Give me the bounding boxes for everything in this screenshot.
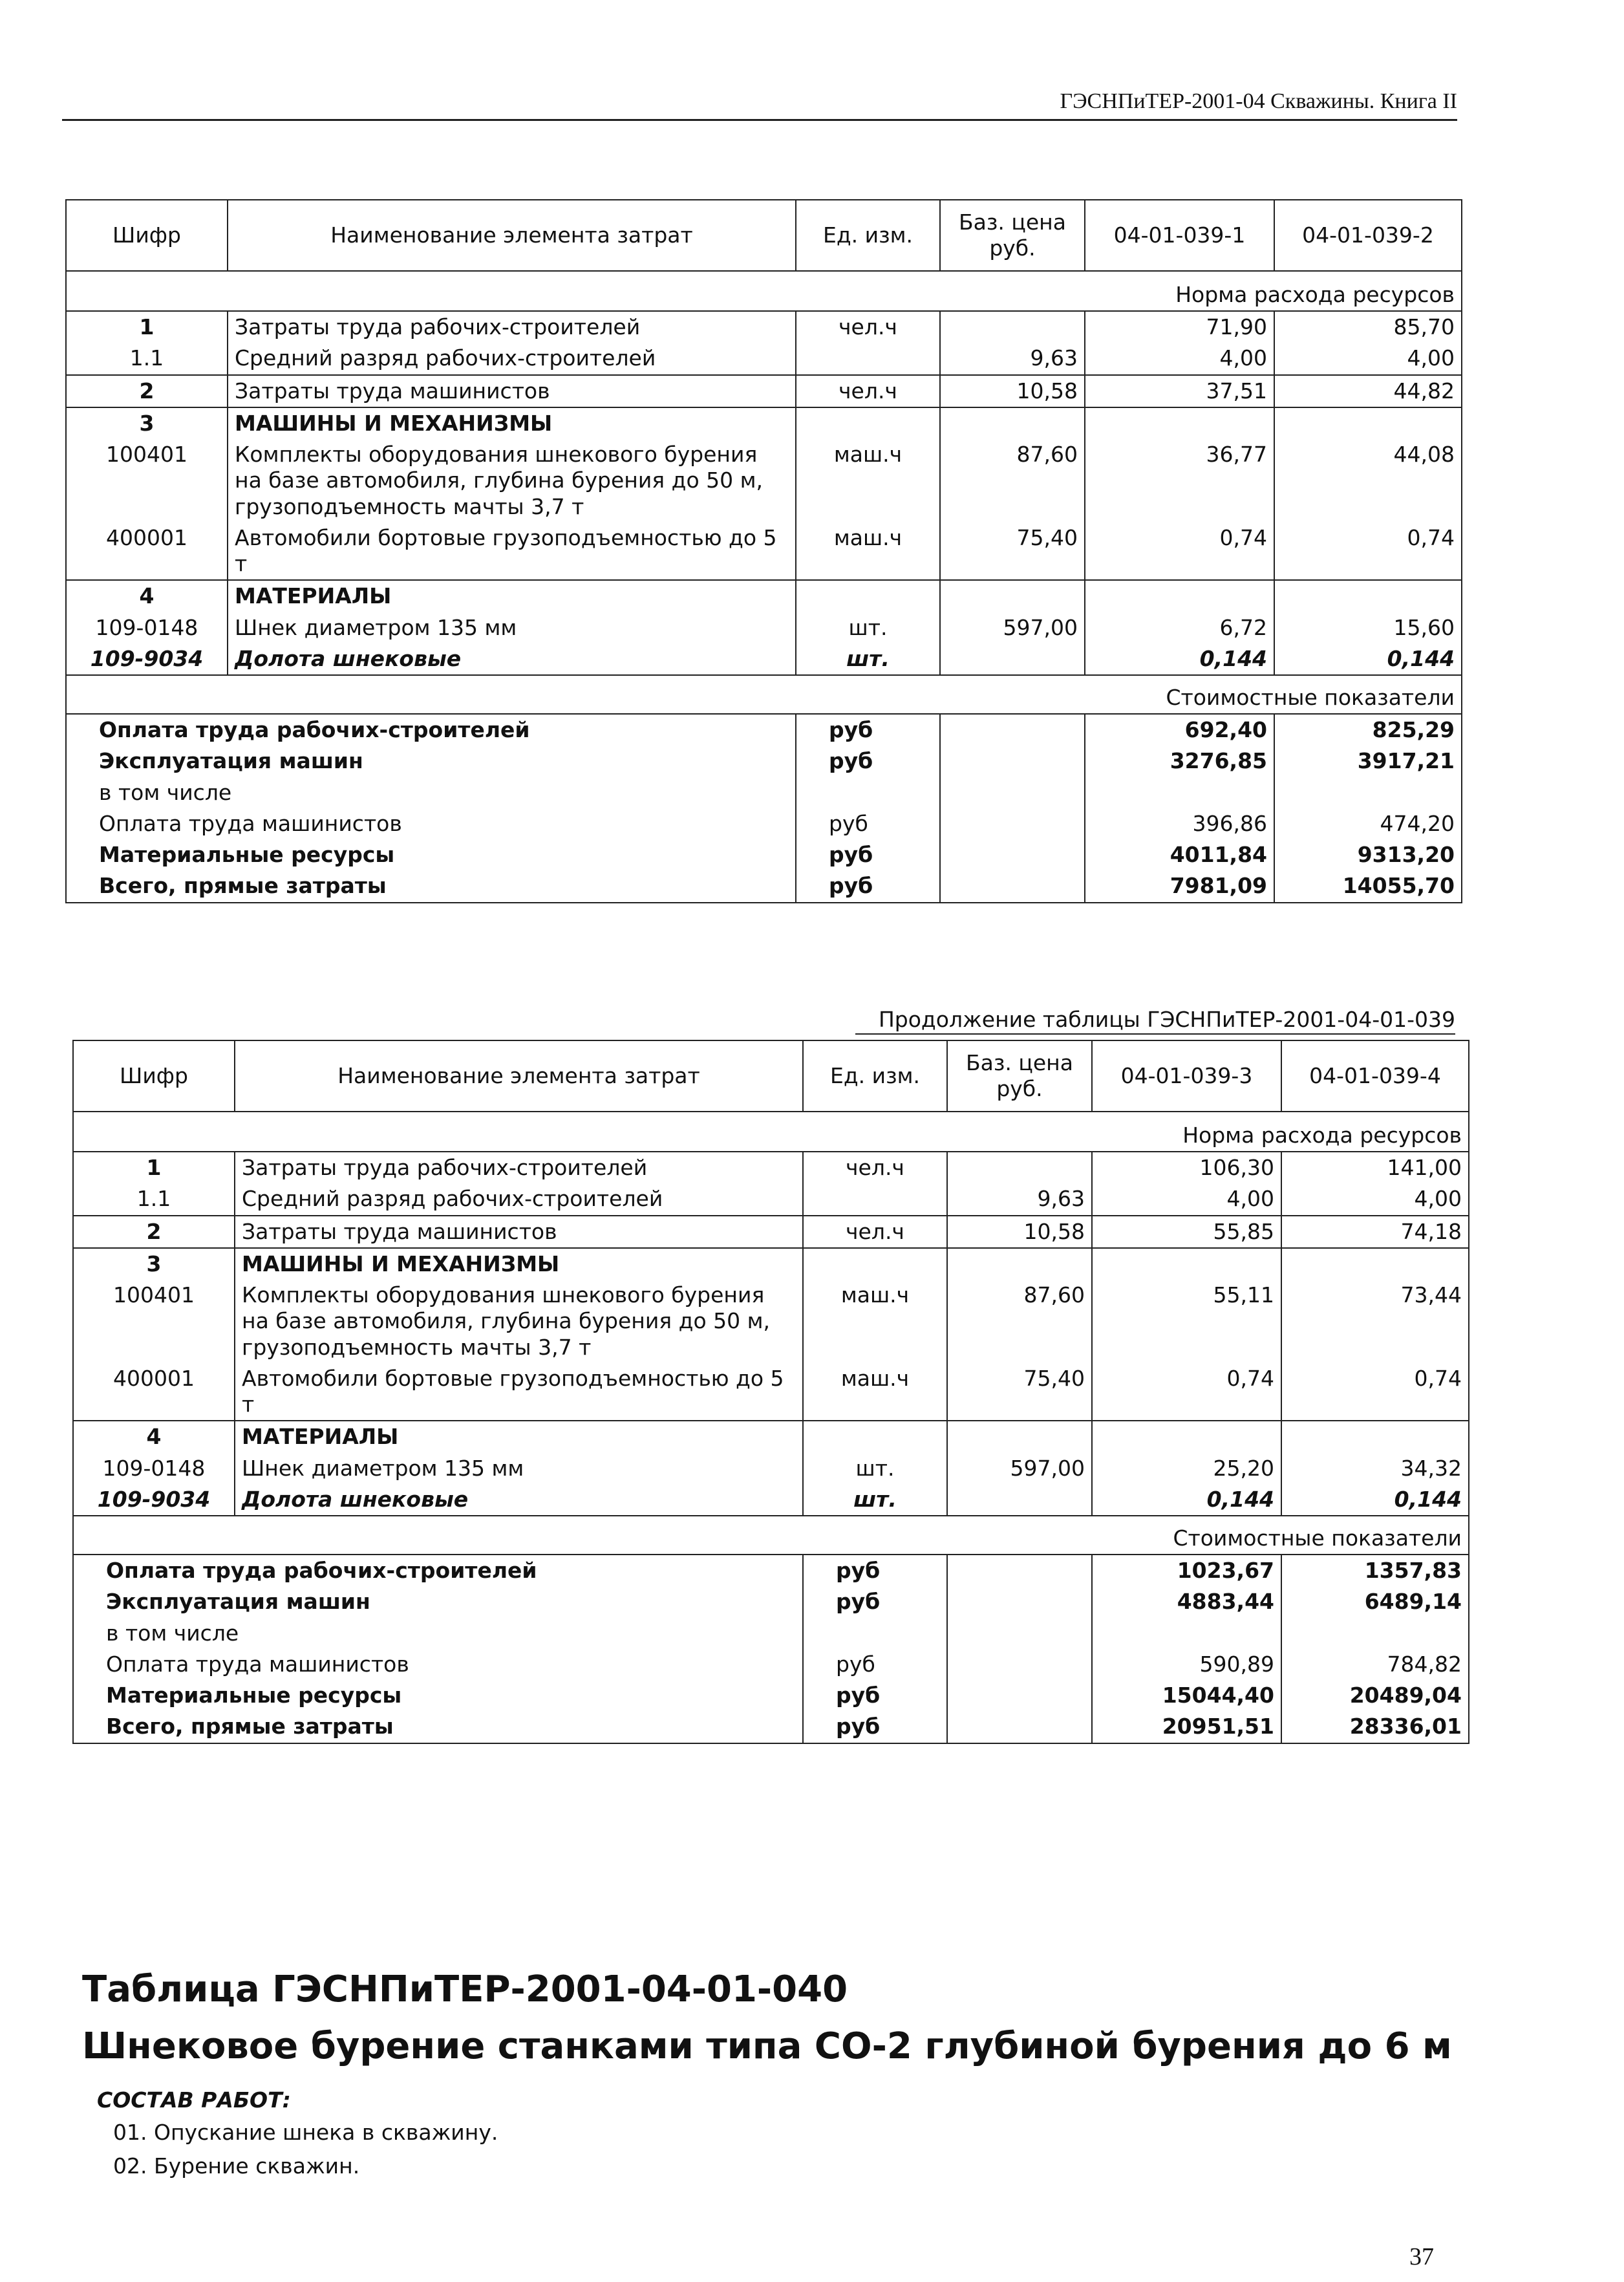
row-base-price: 9,63 <box>940 343 1085 374</box>
resource-row <box>66 439 1462 522</box>
col-header-unit: Ед. изм. <box>803 1040 947 1112</box>
page-number: 37 <box>1409 2243 1434 2270</box>
summary-name: в том числе <box>66 777 796 808</box>
section-row <box>66 407 1462 439</box>
row-code: 3 <box>73 1248 235 1280</box>
summary-value-b <box>1281 1618 1469 1649</box>
row-base-price: 10,58 <box>940 375 1085 407</box>
row-name: Автомобили бортовые грузоподъемностью до 5 т <box>235 1363 803 1421</box>
row-name: МАШИНЫ И МЕХАНИЗМЫ <box>228 407 796 439</box>
summary-value-a: 20951,51 <box>1092 1711 1281 1743</box>
row-unit: шт. <box>796 612 940 643</box>
col-header-code-a: 04-01-039-1 <box>1085 200 1274 271</box>
summary-value-b: 6489,14 <box>1281 1586 1469 1617</box>
summary-unit <box>796 777 940 808</box>
resource-row <box>73 1216 1469 1248</box>
resource-row <box>66 612 1462 643</box>
row-unit: чел.ч <box>796 375 940 407</box>
summary-price <box>940 777 1085 808</box>
resource-table-039-3-4 <box>72 1040 1469 1744</box>
row-value-a: 0,144 <box>1085 643 1274 675</box>
row-name: Средний разряд рабочих-строителей <box>228 343 796 374</box>
summary-unit: руб <box>796 870 940 902</box>
row-value-b <box>1274 407 1462 439</box>
row-code: 109-0148 <box>66 612 228 643</box>
row-name: Комплекты оборудования шнекового бурения на базе автомобиля, глубина бурения до 50 м, грузоподъемность мачты 3,7 т <box>228 439 796 522</box>
row-code: 2 <box>66 375 228 407</box>
row-base-price <box>947 1484 1092 1516</box>
resource-row <box>73 1152 1469 1183</box>
row-value-a: 0,74 <box>1085 522 1274 581</box>
summary-name: Материальные ресурсы <box>66 839 796 870</box>
row-value-b <box>1281 1248 1469 1280</box>
col-header-code: Шифр <box>66 200 228 271</box>
row-name: Затраты труда машинистов <box>228 375 796 407</box>
summary-row <box>73 1711 1469 1743</box>
row-unit <box>796 343 940 374</box>
row-value-b: 0,74 <box>1274 522 1462 581</box>
summary-value-a: 4011,84 <box>1085 839 1274 870</box>
row-unit: шт. <box>803 1453 947 1484</box>
row-value-a: 106,30 <box>1092 1152 1281 1183</box>
row-value-b: 0,74 <box>1281 1363 1469 1421</box>
row-unit: чел.ч <box>796 311 940 343</box>
summary-value-a: 15044,40 <box>1092 1680 1281 1711</box>
row-value-b: 73,44 <box>1281 1280 1469 1363</box>
row-value-a: 4,00 <box>1092 1183 1281 1215</box>
resource-row <box>73 1363 1469 1421</box>
summary-row <box>73 1586 1469 1617</box>
summary-price <box>947 1586 1092 1617</box>
cost-label-row <box>66 675 1462 714</box>
row-unit: чел.ч <box>803 1152 947 1183</box>
summary-price <box>947 1711 1092 1743</box>
row-code: 4 <box>66 580 228 612</box>
resource-row <box>73 1484 1469 1516</box>
summary-value-b: 28336,01 <box>1281 1711 1469 1743</box>
row-value-a: 25,20 <box>1092 1453 1281 1484</box>
row-code: 1.1 <box>73 1183 235 1215</box>
row-value-a <box>1092 1421 1281 1452</box>
summary-price <box>947 1680 1092 1711</box>
table-header-row <box>73 1040 1469 1112</box>
row-value-a <box>1085 407 1274 439</box>
row-value-a <box>1092 1248 1281 1280</box>
summary-price <box>947 1555 1092 1586</box>
summary-value-b: 1357,83 <box>1281 1555 1469 1586</box>
row-code: 100401 <box>73 1280 235 1363</box>
norm-label-row <box>66 271 1462 311</box>
row-name: Автомобили бортовые грузоподъемностью до 5 т <box>228 522 796 581</box>
summary-row <box>73 1555 1469 1586</box>
cost-label: Стоимостные показатели <box>66 675 1462 714</box>
col-header-code-b: 04-01-039-4 <box>1281 1040 1469 1112</box>
row-unit: шт. <box>803 1484 947 1516</box>
row-name: МАТЕРИАЛЫ <box>235 1421 803 1452</box>
row-unit <box>803 1421 947 1452</box>
col-header-code-a: 04-01-039-3 <box>1092 1040 1281 1112</box>
summary-name: Всего, прямые затраты <box>73 1711 803 1743</box>
row-unit: маш.ч <box>796 439 940 522</box>
summary-unit: руб <box>803 1680 947 1711</box>
row-value-b: 74,18 <box>1281 1216 1469 1248</box>
row-name: МАТЕРИАЛЫ <box>228 580 796 612</box>
row-value-a: 55,85 <box>1092 1216 1281 1248</box>
cost-label-row <box>73 1516 1469 1555</box>
summary-row <box>66 746 1462 777</box>
summary-value-a: 396,86 <box>1085 808 1274 839</box>
col-header-unit: Ед. изм. <box>796 200 940 271</box>
norm-label-row <box>73 1112 1469 1152</box>
row-base-price: 75,40 <box>947 1363 1092 1421</box>
summary-row <box>66 777 1462 808</box>
summary-price <box>940 714 1085 746</box>
row-name: Шнек диаметром 135 мм <box>235 1453 803 1484</box>
summary-unit: руб <box>796 808 940 839</box>
row-value-b: 0,144 <box>1274 643 1462 675</box>
summary-price <box>940 839 1085 870</box>
summary-unit: руб <box>796 714 940 746</box>
row-base-price: 9,63 <box>947 1183 1092 1215</box>
row-base-price <box>947 1248 1092 1280</box>
row-name: Средний разряд рабочих-строителей <box>235 1183 803 1215</box>
summary-unit: руб <box>803 1555 947 1586</box>
row-value-b: 34,32 <box>1281 1453 1469 1484</box>
summary-price <box>940 808 1085 839</box>
summary-value-a: 3276,85 <box>1085 746 1274 777</box>
row-name: Затраты труда рабочих-строителей <box>235 1152 803 1183</box>
summary-name: Всего, прямые затраты <box>66 870 796 902</box>
summary-price <box>940 870 1085 902</box>
row-base-price <box>947 1152 1092 1183</box>
row-name: Затраты труда машинистов <box>235 1216 803 1248</box>
summary-row <box>73 1618 1469 1649</box>
summary-value-b <box>1274 777 1462 808</box>
row-base-price: 87,60 <box>940 439 1085 522</box>
summary-value-b: 784,82 <box>1281 1649 1469 1680</box>
row-value-b: 85,70 <box>1274 311 1462 343</box>
resource-row <box>66 643 1462 675</box>
row-value-b: 15,60 <box>1274 612 1462 643</box>
row-value-b <box>1274 580 1462 612</box>
section-row <box>73 1248 1469 1280</box>
row-value-b: 4,00 <box>1274 343 1462 374</box>
col-header-price: Баз. цена руб. <box>947 1040 1092 1112</box>
row-code: 3 <box>66 407 228 439</box>
row-name: Долота шнековые <box>228 643 796 675</box>
summary-value-a <box>1085 777 1274 808</box>
resource-row <box>66 522 1462 581</box>
summary-unit: руб <box>803 1649 947 1680</box>
summary-unit <box>803 1618 947 1649</box>
row-code: 400001 <box>66 522 228 581</box>
norm-label: Норма расхода ресурсов <box>66 271 1462 311</box>
summary-value-a: 7981,09 <box>1085 870 1274 902</box>
row-base-price <box>940 643 1085 675</box>
row-name: Долота шнековые <box>235 1484 803 1516</box>
summary-name: Оплата труда рабочих-строителей <box>66 714 796 746</box>
resource-row <box>66 311 1462 343</box>
row-value-b <box>1281 1421 1469 1452</box>
summary-name: Оплата труда машинистов <box>66 808 796 839</box>
resource-row <box>73 1183 1469 1215</box>
row-code: 1 <box>73 1152 235 1183</box>
summary-row <box>66 714 1462 746</box>
summary-value-a: 692,40 <box>1085 714 1274 746</box>
summary-value-b: 474,20 <box>1274 808 1462 839</box>
row-value-b: 44,08 <box>1274 439 1462 522</box>
summary-value-b: 14055,70 <box>1274 870 1462 902</box>
resource-row <box>66 375 1462 407</box>
section-row <box>66 580 1462 612</box>
row-unit: маш.ч <box>803 1363 947 1421</box>
row-unit <box>796 580 940 612</box>
resource-row <box>66 343 1462 374</box>
summary-row <box>73 1680 1469 1711</box>
summary-value-a <box>1092 1618 1281 1649</box>
row-base-price <box>940 580 1085 612</box>
works-heading: СОСТАВ РАБОТ: <box>97 2087 291 2113</box>
summary-unit: руб <box>796 839 940 870</box>
row-unit <box>796 407 940 439</box>
table-continuation-note: Продолжение таблицы ГЭСНПиТЕР-2001-04-01-039 <box>855 1006 1455 1035</box>
row-base-price <box>940 311 1085 343</box>
col-header-code-b: 04-01-039-2 <box>1274 200 1462 271</box>
summary-value-b: 825,29 <box>1274 714 1462 746</box>
summary-value-a: 590,89 <box>1092 1649 1281 1680</box>
row-code: 1 <box>66 311 228 343</box>
row-value-a: 6,72 <box>1085 612 1274 643</box>
summary-price <box>947 1649 1092 1680</box>
row-unit: маш.ч <box>796 522 940 581</box>
section-subtitle: Шнековое бурение станками типа СО-2 глубиной бурения до 6 м <box>82 2025 1452 2067</box>
row-base-price <box>940 407 1085 439</box>
row-unit: шт. <box>796 643 940 675</box>
summary-value-a: 4883,44 <box>1092 1586 1281 1617</box>
row-value-a: 55,11 <box>1092 1280 1281 1363</box>
summary-price <box>947 1618 1092 1649</box>
summary-name: Эксплуатация машин <box>73 1586 803 1617</box>
row-value-a: 37,51 <box>1085 375 1274 407</box>
cost-label: Стоимостные показатели <box>73 1516 1469 1555</box>
row-value-a: 0,74 <box>1092 1363 1281 1421</box>
row-base-price <box>947 1421 1092 1452</box>
row-name: МАШИНЫ И МЕХАНИЗМЫ <box>235 1248 803 1280</box>
running-header: ГЭСНПиТЕР-2001-04 Скважины. Книга II <box>62 91 1457 121</box>
summary-unit: руб <box>796 746 940 777</box>
summary-unit: руб <box>803 1711 947 1743</box>
row-value-a: 4,00 <box>1085 343 1274 374</box>
summary-value-b: 9313,20 <box>1274 839 1462 870</box>
row-code: 4 <box>73 1421 235 1452</box>
row-unit: маш.ч <box>803 1280 947 1363</box>
summary-name: Оплата труда машинистов <box>73 1649 803 1680</box>
table-header-row <box>66 200 1462 271</box>
resource-table-039-1-2 <box>65 199 1462 903</box>
row-value-b: 44,82 <box>1274 375 1462 407</box>
row-value-a <box>1085 580 1274 612</box>
summary-unit: руб <box>803 1586 947 1617</box>
row-code: 109-9034 <box>73 1484 235 1516</box>
summary-price <box>940 746 1085 777</box>
row-value-a: 36,77 <box>1085 439 1274 522</box>
summary-row <box>66 870 1462 902</box>
row-value-b: 141,00 <box>1281 1152 1469 1183</box>
summary-row <box>66 808 1462 839</box>
col-header-price: Баз. цена руб. <box>940 200 1085 271</box>
norm-label: Норма расхода ресурсов <box>73 1112 1469 1152</box>
summary-name: в том числе <box>73 1618 803 1649</box>
row-unit: чел.ч <box>803 1216 947 1248</box>
row-unit <box>803 1248 947 1280</box>
section-row <box>73 1421 1469 1452</box>
section-title: Таблица ГЭСНПиТЕР-2001-04-01-040 <box>82 1968 848 2010</box>
summary-row <box>66 839 1462 870</box>
row-code: 400001 <box>73 1363 235 1421</box>
row-name: Затраты труда рабочих-строителей <box>228 311 796 343</box>
row-base-price: 87,60 <box>947 1280 1092 1363</box>
summary-name: Материальные ресурсы <box>73 1680 803 1711</box>
row-code: 2 <box>73 1216 235 1248</box>
summary-value-a: 1023,67 <box>1092 1555 1281 1586</box>
resource-row <box>73 1280 1469 1363</box>
col-header-name: Наименование элемента затрат <box>235 1040 803 1112</box>
row-unit <box>803 1183 947 1215</box>
row-value-a: 0,144 <box>1092 1484 1281 1516</box>
work-step: 01. Опускание шнека в скважину. <box>113 2120 498 2145</box>
summary-name: Оплата труда рабочих-строителей <box>73 1555 803 1586</box>
row-value-b: 4,00 <box>1281 1183 1469 1215</box>
row-value-a: 71,90 <box>1085 311 1274 343</box>
row-code: 100401 <box>66 439 228 522</box>
col-header-name: Наименование элемента затрат <box>228 200 796 271</box>
row-value-b: 0,144 <box>1281 1484 1469 1516</box>
row-code: 109-0148 <box>73 1453 235 1484</box>
row-base-price: 75,40 <box>940 522 1085 581</box>
row-code: 109-9034 <box>66 643 228 675</box>
work-step: 02. Бурение скважин. <box>113 2153 360 2179</box>
row-code: 1.1 <box>66 343 228 374</box>
resource-row <box>73 1453 1469 1484</box>
row-name: Шнек диаметром 135 мм <box>228 612 796 643</box>
row-name: Комплекты оборудования шнекового бурения на базе автомобиля, глубина бурения до 50 м, грузоподъемность мачты 3,7 т <box>235 1280 803 1363</box>
row-base-price: 597,00 <box>940 612 1085 643</box>
summary-name: Эксплуатация машин <box>66 746 796 777</box>
row-base-price: 597,00 <box>947 1453 1092 1484</box>
row-base-price: 10,58 <box>947 1216 1092 1248</box>
col-header-code: Шифр <box>73 1040 235 1112</box>
summary-value-b: 20489,04 <box>1281 1680 1469 1711</box>
summary-row <box>73 1649 1469 1680</box>
summary-value-b: 3917,21 <box>1274 746 1462 777</box>
